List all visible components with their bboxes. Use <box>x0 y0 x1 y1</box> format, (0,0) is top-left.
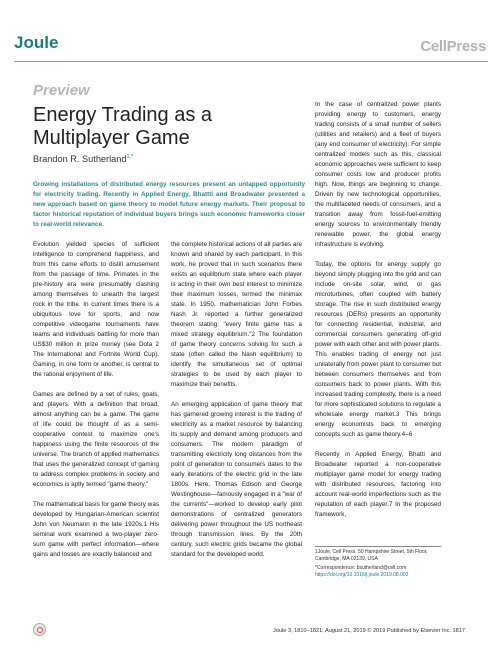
paragraph: Games are defined by a set of rules, goals, and players. With a definition that broad, almost anything can be a game. The game of life could be thought of as a semi-cooperative contest to maximize one's happiness using the finite resources of the universe. The branch of applied mathematics that uses the generalized concept of gaming to address complex problems in society and economics is aptly termed "game theory." <box>33 391 159 488</box>
author-affiliation-marks: 1,* <box>126 154 134 160</box>
check-for-updates-icon[interactable] <box>33 623 46 636</box>
author-name: Brandon R. Sutherland <box>33 154 127 165</box>
paragraph: the complete historical actions of all parties are known and shared by each participant. In this work, he proved that in such scenarios there exists an equilibrium state where each player is acting in their own best interest to minimize their maximum losses, termed the minimax state. In 1950, mathematician John Forbes Nash Jr. reported a further generalized theorem stating: "every finite game has a mixed strategy equilibrium."2 The foundation of game theory concerns solving for such a state (often called the Nash equilibrium) to identify the simultaneous set of optimal strategies to be used by each player to maximize their benefits. <box>171 241 302 388</box>
paragraph: In the case of centralized power plants providing energy to customers, energy trading consists of a small number of sellers (utilities and retailers) and a fleet of buyers (any end consumer of electricity). For simple centralized models such as this, classical economic approaches were sufficient to keep consumer costs low and producer profits high. Now, things are beginning to change. Driven by new technological opportunities, the multifaceted needs of consumers, and a transition away from fossil-fuel-emitting energy sources to environmentally friendly renewable power, the global energy infrastructure is evolving. <box>315 101 441 248</box>
abstract: Growing installations of distributed energy resources present an untapped opportunity for electricity trading. Recently in Applied Energy, Bhattti and Broadwater presented a new approach based on game theory to model future energy markets. Their proposal to factor historical reputation of individual buyers brings such economic frameworks closer to real-world relevance. <box>33 181 305 228</box>
header-divider <box>14 61 488 62</box>
journal-logo: Joule <box>14 33 59 52</box>
author-line <box>33 154 133 164</box>
body-column-3 <box>315 100 441 530</box>
paragraph: The mathematical basis for game theory was developed by Hungarian-American scientist John von Neumann in the late 1920s.1 His seminal work examined a two-player zero-sum game with perfect information—where gains and losses are exactly balanced and <box>33 501 159 558</box>
footnote-correspondence <box>315 565 445 579</box>
correspondence-email: *Correspondence: bsutherland@cell.com <box>315 565 407 571</box>
footnote-divider <box>315 546 441 547</box>
paragraph: Recently in Applied Energy, Bhatti and Broadwater reported a non-cooperative multiplayer game model for energy trading with distributed resources, factoring into account real-world imperfections such as the reputation of each player.7 In the proposed framework, <box>315 451 441 518</box>
publisher-logo: CellPress <box>420 38 486 55</box>
doi-link[interactable]: https://doi.org/10.1016/j.joule.2019.08.003 <box>315 572 409 578</box>
footnote-affiliation: 1Joule, Cell Press, 50 Hampshire Street, 5th Floor, Cambridge, MA 02139, USA <box>315 549 428 562</box>
page-footer: Joule 3, 1810–1821, August 21, 2019 © 2019 Published by Elsevier Inc. 1817 <box>273 628 465 634</box>
body-column-1 <box>33 240 159 570</box>
section-label: Preview <box>33 82 90 99</box>
paragraph: Evolution yielded species of sufficient intelligence to comprehend happiness, and from this came efforts to distill amusement from the passage of time. Primates in the pre-history era were presumably clashing among themselves to unearth the largest rock in the tribe. In current times there is a ubiquitous love for sports, and now competitive videogame tournaments have teams and individuals battling for more than US$30 million in prize money (see Dota 2 The International and Fortnite World Cup). Gaming, in one form or another, is central to the rational enjoyment of life. <box>33 241 159 378</box>
body-column-2 <box>171 240 302 570</box>
paragraph: Today, the options for energy supply go beyond simply plugging into the grid and can include on-site solar, wind, or gas microturbines, often coupled with battery storage. The rise in such distributed energy resources (DERs) presents an opportunity for connecting residential, industrial, and commercial consumers generating off-grid power with each other and with power plants. This enables trading of energy not just unilaterally from power plant to consumer but between consumers themselves and from consumers back to power plants. With this increased trading complexity, there is a need for more sophisticated solutions to regulate a wholesale energy market.3 This brings energy economists back to emerging concepts such as game theory.4–6 <box>315 261 442 438</box>
article-title: Energy Trading as a Multiplayer Game <box>33 104 212 149</box>
paragraph: An emerging application of game theory that has garnered growing interest is the trading of electricity as a market resource by balancing its supply and demand among producers and consumers. The modern paradigm of transmitting electricity long distances from the point of generation to consumers dates to the early iterations of the electric grid in the late 1800s. Here, Thomas Edison and George Westinghouse—famously engaged in a "war of the currents"—worked to develop early pilot demonstrations of centralized generators delivering power throughout the US northeast through transmission lines. By the 20th century, such electric grids became the global standard for the developed world. <box>171 401 302 558</box>
